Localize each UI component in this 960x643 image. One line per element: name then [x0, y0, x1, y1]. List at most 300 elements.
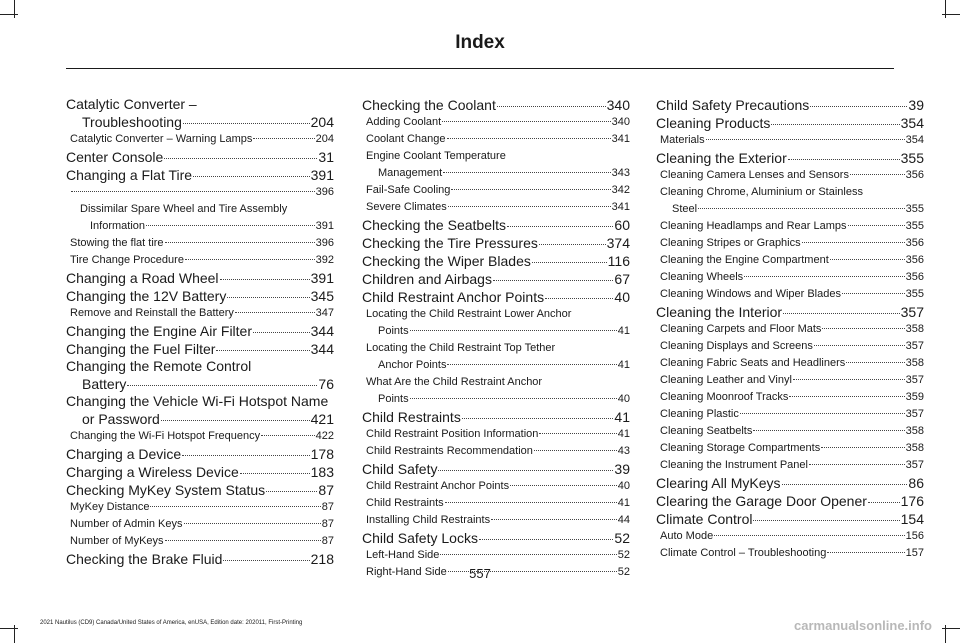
index-subentry [66, 428, 334, 445]
dot-leader [868, 502, 900, 503]
page-ref: 87 [321, 518, 334, 530]
page-ref: 31 [318, 149, 334, 165]
page-ref: 391 [315, 220, 334, 232]
entry-term: Center Console [66, 149, 164, 165]
page-ref: 86 [908, 475, 924, 491]
index-entry [362, 529, 630, 547]
dot-leader [539, 244, 606, 245]
index-heading: Changing the Remote Control [66, 358, 252, 374]
dot-leader [545, 298, 613, 299]
dot-leader [253, 138, 314, 139]
dot-leader [744, 276, 904, 277]
entry-term: Checking MyKey System Status [66, 482, 266, 498]
dot-leader [821, 447, 904, 448]
entry-term: Clearing All MyKeys [656, 475, 781, 491]
page-ref: 421 [310, 411, 334, 427]
index-entry [362, 96, 630, 114]
dot-leader [438, 470, 613, 471]
dot-leader [261, 435, 314, 436]
entry-term: Catalytic Converter – Warning Lamps [70, 133, 253, 145]
index-subentry-label: Dissimilar Spare Wheel and Tire Assembly [80, 203, 288, 215]
dot-leader [223, 560, 309, 561]
index-entry [656, 149, 924, 167]
page-ref: 87 [321, 501, 334, 513]
dot-leader [183, 123, 310, 124]
page-ref: 218 [310, 551, 334, 567]
page-ref: 176 [900, 493, 924, 509]
dot-leader [497, 106, 606, 107]
index-entry [66, 375, 334, 393]
dot-leader [440, 554, 616, 555]
entry-term: Changing the Engine Air Filter [66, 323, 252, 339]
dot-leader [184, 523, 321, 524]
page-ref: 39 [908, 97, 924, 113]
index-subentry [362, 131, 630, 148]
dot-leader [809, 464, 905, 465]
index-subentry [66, 131, 334, 148]
page-ref: 41 [617, 497, 630, 509]
index-entry [66, 463, 334, 481]
page-ref: 396 [315, 186, 334, 198]
index-subentry-label: Engine Coolant Temperature [366, 150, 506, 162]
index-entry [66, 340, 334, 358]
dot-leader [193, 176, 310, 177]
dot-leader [182, 455, 309, 456]
index-subentry [656, 338, 924, 355]
entry-term: Child Restraints [362, 409, 461, 425]
index-subentry [656, 406, 924, 423]
entry-term: Anchor Points [378, 359, 447, 371]
entry-term: Points [378, 393, 409, 405]
dot-leader [240, 473, 310, 474]
page-ref: 60 [614, 217, 630, 233]
entry-term: Cleaning the Exterior [656, 150, 787, 166]
dot-leader [266, 491, 317, 492]
index-subentry-label: Cleaning Chrome, Aluminium or Stainless [660, 186, 863, 198]
index-subentry [66, 235, 334, 252]
index-subentry [656, 218, 924, 235]
entry-term: Child Restraint Position Information [366, 428, 539, 440]
entry-term: Child Restraints Recommendation [366, 445, 533, 457]
dot-leader [216, 350, 309, 351]
page-ref: 356 [905, 254, 924, 266]
page-ref: 344 [310, 323, 334, 339]
entry-term: Right-Hand Side [366, 566, 447, 578]
index-subentry [66, 499, 334, 516]
entry-term: Child Safety Precautions [656, 97, 810, 113]
page-ref: 156 [905, 530, 924, 542]
index-subentry [362, 512, 630, 529]
entry-term: Child Restraint Anchor Points [366, 480, 510, 492]
entry-term: MyKey Distance [70, 501, 150, 513]
entry-term: Information [90, 220, 146, 232]
page-number: 557 [469, 566, 491, 581]
dot-leader [842, 293, 905, 294]
dot-leader [410, 330, 617, 331]
index-entry [656, 510, 924, 528]
entry-term: Cleaning Products [656, 115, 771, 131]
index-subentry [656, 321, 924, 338]
dot-leader [165, 540, 321, 541]
index-subentry [656, 545, 924, 562]
dot-leader [227, 297, 309, 298]
index-subentry [656, 440, 924, 457]
index-heading: Catalytic Converter – [66, 96, 197, 112]
entry-term: Cleaning the Instrument Panel [660, 459, 808, 471]
index-entry [66, 287, 334, 305]
index-subentry [362, 478, 630, 495]
index-entry [656, 474, 924, 492]
page-ref: 44 [617, 514, 630, 526]
index-entry [362, 408, 630, 426]
index-subentry [362, 199, 630, 216]
page-ref: 183 [310, 464, 334, 480]
index-subentry [362, 547, 630, 564]
index-subentry [362, 391, 630, 408]
page-ref: 341 [611, 201, 630, 213]
index-entry [66, 481, 334, 499]
dot-leader [802, 242, 905, 243]
page-ref: 358 [905, 442, 924, 454]
dot-leader [848, 225, 905, 226]
entry-term: Cleaning Storage Compartments [660, 442, 821, 454]
dot-leader [507, 226, 613, 227]
page-ref: 354 [905, 134, 924, 146]
index-subentry [656, 286, 924, 303]
crop-mark [0, 628, 18, 629]
entry-term: Checking the Tire Pressures [362, 235, 538, 251]
page-ref: 43 [617, 445, 630, 457]
index-subentry [362, 114, 630, 131]
entry-term: or Password [82, 411, 160, 427]
dot-leader [493, 280, 613, 281]
page-ref: 356 [905, 237, 924, 249]
dot-leader [447, 138, 611, 139]
dot-leader [814, 345, 905, 346]
dot-leader [532, 262, 607, 263]
page-ref: 204 [315, 133, 334, 145]
entry-term: Child Safety [362, 461, 438, 477]
index-subentry [656, 269, 924, 286]
index-subentry [656, 372, 924, 389]
dot-leader [740, 413, 905, 414]
index-subentry-label: Locating the Child Restraint Top Tether [366, 342, 556, 354]
crop-mark [0, 14, 18, 15]
entry-term: Number of MyKeys [70, 535, 164, 547]
entry-term: Tire Change Procedure [70, 254, 184, 266]
dot-leader [830, 259, 905, 260]
index-subentry [66, 305, 334, 322]
dot-leader [442, 121, 610, 122]
page-ref: 355 [905, 203, 924, 215]
entry-term: Child Restraint Anchor Points [362, 289, 545, 305]
dot-leader [793, 379, 905, 380]
entry-term: Changing a Road Wheel [66, 270, 219, 286]
page-ref: 357 [905, 374, 924, 386]
dot-leader [782, 484, 908, 485]
index-entry [66, 445, 334, 463]
entry-term: Cleaning Windows and Wiper Blades [660, 288, 841, 300]
page-ref: 356 [905, 271, 924, 283]
dot-leader [783, 313, 900, 314]
index-entry [362, 288, 630, 306]
dot-leader [534, 450, 617, 451]
dot-leader [753, 430, 904, 431]
dot-leader [448, 206, 611, 207]
index-entry [656, 492, 924, 510]
dot-leader [164, 158, 317, 159]
index-entry [362, 460, 630, 478]
dot-leader [165, 242, 315, 243]
index-subentry [656, 167, 924, 184]
dot-leader [451, 189, 610, 190]
page-ref: 40 [617, 393, 630, 405]
index-entry [362, 216, 630, 234]
page-ref: 76 [318, 376, 334, 392]
page-ref: 345 [310, 288, 334, 304]
index-subentry [656, 235, 924, 252]
index-subentry-label: Locating the Child Restraint Lower Anchor [366, 308, 572, 320]
index-column-1 [66, 96, 334, 568]
page-ref: 358 [905, 323, 924, 335]
page-ref: 359 [905, 391, 924, 403]
entry-term: Battery [82, 376, 127, 392]
entry-term: Cleaning Wheels [660, 271, 744, 283]
entry-term: Installing Child Restraints [366, 514, 491, 526]
index-entry [66, 322, 334, 340]
entry-term: Checking the Wiper Blades [362, 253, 531, 269]
page-ref: 52 [617, 549, 630, 561]
entry-term: Cleaning Leather and Vinyl [660, 374, 792, 386]
entry-term: Changing the Fuel Filter [66, 341, 216, 357]
entry-term: Cleaning Stripes or Graphics [660, 237, 801, 249]
page-ref: 204 [310, 114, 334, 130]
dot-leader [127, 385, 317, 386]
dot-leader [462, 418, 614, 419]
dot-leader [510, 485, 617, 486]
page-ref: 39 [614, 461, 630, 477]
dot-leader [410, 398, 617, 399]
entry-term: Cleaning Headlamps and Rear Lamps [660, 220, 847, 232]
page-ref: 355 [905, 220, 924, 232]
dot-leader [479, 539, 613, 540]
index-subentry [656, 355, 924, 372]
entry-term: Child Restraints [366, 497, 444, 509]
entry-term: Children and Airbags [362, 271, 492, 287]
dot-leader [253, 332, 310, 333]
page-ref: 392 [315, 254, 334, 266]
page-ref: 157 [905, 547, 924, 559]
entry-term: Climate Control [656, 511, 753, 527]
page-ref: 391 [310, 167, 334, 183]
dot-leader [706, 139, 905, 140]
entry-term: Cleaning Displays and Screens [660, 340, 813, 352]
page-ref: 344 [310, 341, 334, 357]
page-ref: 40 [614, 289, 630, 305]
dot-leader [810, 106, 907, 107]
entry-term: Climate Control – Troubleshooting [660, 547, 827, 559]
index-subentry [66, 516, 334, 533]
index-subentry [656, 389, 924, 406]
page-ref: 391 [310, 270, 334, 286]
index-entry [656, 114, 924, 132]
index-entry [362, 252, 630, 270]
index-subentry [362, 323, 630, 340]
index-entry [66, 113, 334, 131]
watermark: carmanualsonline.info [794, 618, 932, 633]
index-subentry [656, 201, 924, 218]
index-column-2 [362, 96, 630, 581]
crop-mark [942, 14, 960, 15]
dot-leader [445, 502, 617, 503]
dot-leader [846, 362, 904, 363]
entry-term: Severe Climates [366, 201, 447, 213]
index-entry [66, 410, 334, 428]
index-subentry [656, 423, 924, 440]
dot-leader [827, 552, 904, 553]
index-subentry [362, 426, 630, 443]
entry-term: Remove and Reinstall the Battery [70, 307, 234, 319]
entry-term: Materials [660, 134, 705, 146]
dot-leader [850, 174, 905, 175]
dot-leader [714, 535, 904, 536]
page-ref: 116 [607, 253, 630, 269]
entry-term: Clearing the Garage Door Opener [656, 493, 867, 509]
page-ref: 357 [905, 408, 924, 420]
entry-term: Cleaning Plastic [660, 408, 739, 420]
page-ref: 41 [617, 325, 630, 337]
index-entry [66, 148, 334, 166]
entry-term: Checking the Brake Fluid [66, 551, 223, 567]
page-ref: 178 [310, 446, 334, 462]
entry-term: Cleaning Moonroof Tracks [660, 391, 789, 403]
index-entry [656, 303, 924, 321]
entry-term: Management [378, 167, 443, 179]
entry-term: Cleaning Fabric Seats and Headliners [660, 357, 846, 369]
entry-term: Child Safety Locks [362, 530, 478, 546]
page-ref: 347 [315, 307, 334, 319]
index-subentry [66, 533, 334, 550]
entry-term: Left-Hand Side [366, 549, 440, 561]
dot-leader [539, 433, 616, 434]
entry-term: Number of Admin Keys [70, 518, 183, 530]
index-heading: Changing the Vehicle Wi-Fi Hotspot Name [66, 393, 329, 409]
index-subentry-label: What Are the Child Restraint Anchor [366, 376, 543, 388]
index-subentry [656, 528, 924, 545]
page-ref: 342 [611, 184, 630, 196]
page-ref: 358 [905, 357, 924, 369]
entry-term: Troubleshooting [82, 114, 182, 130]
page-ref: 67 [614, 271, 630, 287]
dot-leader [185, 259, 315, 260]
page-ref: 357 [905, 459, 924, 471]
dot-leader [150, 506, 320, 507]
page-ref: 357 [905, 340, 924, 352]
dot-leader [146, 225, 315, 226]
page-ref: 358 [905, 425, 924, 437]
page-ref: 87 [318, 482, 334, 498]
dot-leader [698, 208, 905, 209]
index-subentry [656, 457, 924, 474]
index-subentry [362, 357, 630, 374]
entry-term: Auto Mode [660, 530, 714, 542]
entry-term: Stowing the flat tire [70, 237, 164, 249]
page-ref: 52 [614, 530, 630, 546]
dot-leader [788, 159, 900, 160]
page-ref: 341 [611, 133, 630, 145]
dot-leader [220, 279, 310, 280]
index-entry [656, 96, 924, 114]
crop-mark [942, 628, 960, 629]
page-ref: 87 [321, 535, 334, 547]
entry-term: Cleaning Camera Lenses and Sensors [660, 169, 849, 181]
entry-term: Fail-Safe Cooling [366, 184, 451, 196]
dot-leader [161, 420, 310, 421]
entry-term: Checking the Coolant [362, 97, 496, 113]
index-subentry [66, 252, 334, 269]
dot-leader [822, 328, 904, 329]
index-entry [362, 270, 630, 288]
page-ref: 357 [900, 304, 924, 320]
entry-term: Cleaning Carpets and Floor Mats [660, 323, 822, 335]
page-title: Index [455, 32, 505, 53]
index-subentry [66, 218, 334, 235]
index-column-3 [656, 96, 924, 562]
page-ref: 355 [905, 288, 924, 300]
entry-term: Charging a Wireless Device [66, 464, 239, 480]
crop-mark [945, 0, 946, 18]
dot-leader [789, 396, 904, 397]
entry-term: Changing the 12V Battery [66, 288, 227, 304]
index-subentry [362, 182, 630, 199]
dot-leader [753, 520, 899, 521]
page-ref: 41 [617, 428, 630, 440]
page-ref: 154 [900, 511, 924, 527]
dot-leader [71, 191, 315, 192]
dot-leader [491, 519, 617, 520]
index-entry [66, 269, 334, 287]
page-ref: 422 [315, 430, 334, 442]
page-ref: 41 [614, 409, 630, 425]
page-ref: 354 [900, 115, 924, 131]
title-rule [66, 68, 894, 69]
page-ref: 396 [315, 237, 334, 249]
dot-leader [447, 364, 616, 365]
page-ref: 340 [606, 97, 630, 113]
dot-leader [771, 124, 899, 125]
entry-term: Checking the Seatbelts [362, 217, 506, 233]
index-subentry [656, 132, 924, 149]
index-subentry [362, 165, 630, 182]
page-ref: 355 [900, 150, 924, 166]
entry-term: Changing the Wi-Fi Hotspot Frequency [70, 430, 261, 442]
dot-leader [443, 172, 610, 173]
page-ref: 374 [606, 235, 630, 251]
entry-term: Points [378, 325, 409, 337]
index-subentry [362, 495, 630, 512]
page-ref: 40 [617, 480, 630, 492]
page-ref: 343 [611, 167, 630, 179]
crop-mark [14, 0, 15, 18]
index-entry [66, 166, 334, 184]
dot-leader [235, 312, 315, 313]
page-ref: 52 [617, 566, 630, 578]
index-subentry [362, 443, 630, 460]
entry-term: Cleaning Seatbelts [660, 425, 753, 437]
index-subentry [656, 252, 924, 269]
index-entry [362, 234, 630, 252]
edition-footer: 2021 Nautilus (CD9) Canada/United States of America, enUSA, Edition date: 202011, First-Printing [40, 620, 303, 626]
